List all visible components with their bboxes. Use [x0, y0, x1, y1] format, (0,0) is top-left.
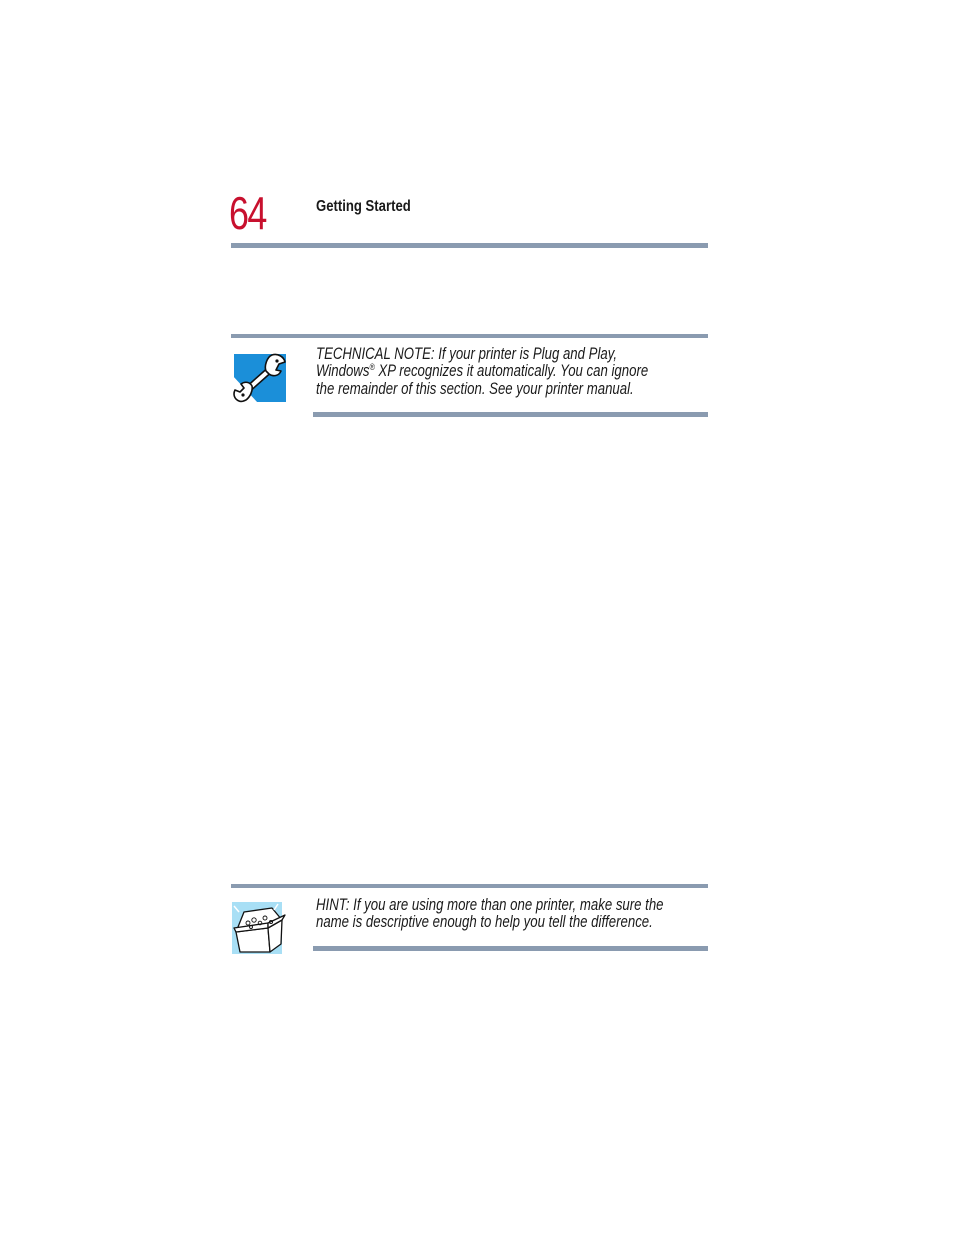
page-number: 64	[229, 187, 266, 239]
hint-line-2: name is descriptive enough to help you tell the difference.	[316, 913, 653, 932]
technical-note-line-3: the remainder of this section. See your printer manual.	[316, 379, 634, 398]
windows-label: Windows	[316, 362, 370, 381]
header-rule	[231, 243, 708, 248]
section-title: Getting Started	[316, 198, 411, 215]
technical-note-text	[316, 346, 732, 398]
technical-note-bottom-rule	[313, 412, 708, 417]
hint-bottom-rule	[313, 946, 708, 951]
hint-top-rule	[231, 884, 708, 888]
registered-mark: ®	[369, 362, 375, 373]
hint-line-1: HINT: If you are using more than one printer, make sure the	[316, 896, 664, 914]
technical-note-line-1: TECHNICAL NOTE: If your printer is Plug and Play,	[316, 345, 618, 363]
technical-note-top-rule	[231, 334, 708, 338]
technical-note-line-2-rest: XP recognizes it automatically. You can ignore	[374, 362, 649, 381]
hint-text	[316, 897, 732, 932]
technical-note-line-2	[316, 363, 732, 380]
wrench-icon	[232, 353, 287, 403]
treasure-chest-icon	[232, 902, 287, 952]
